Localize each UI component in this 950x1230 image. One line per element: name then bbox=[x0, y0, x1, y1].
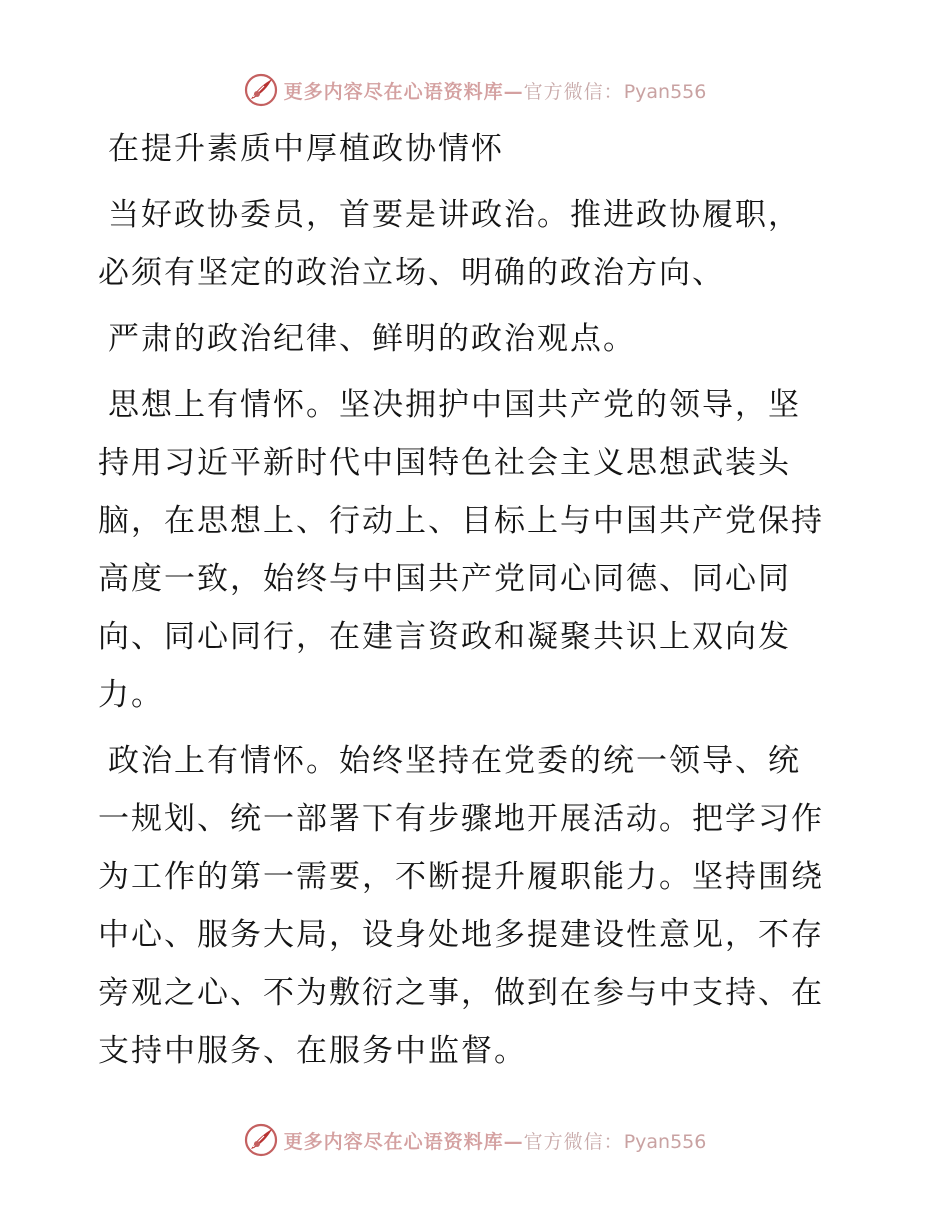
text-line: 一规划、统一部署下有步骤地开展活动。把学习作 bbox=[98, 801, 824, 837]
text-line: 持用习近平新时代中国特色社会主义思想武装头 bbox=[98, 445, 791, 481]
text-line: 政治上有情怀。始终坚持在党委的统一领导、统 bbox=[108, 743, 801, 779]
footer-watermark bbox=[0, 1118, 950, 1162]
header-watermark bbox=[0, 68, 950, 112]
document-body bbox=[98, 120, 858, 1080]
paragraph-3 bbox=[98, 376, 858, 724]
watermark-text: 更多内容尽在心语资料库—官方微信：Pyan556 bbox=[283, 80, 707, 103]
quill-logo-icon bbox=[244, 73, 278, 107]
text-line: 当好政协委员，首要是讲政治。推进政协履职， bbox=[108, 197, 801, 233]
paragraph-4 bbox=[98, 732, 858, 1080]
text-line: 严肃的政治纪律、鲜明的政治观点。 bbox=[108, 321, 636, 357]
text-line: 为工作的第一需要，不断提升履职能力。坚持围绕 bbox=[98, 859, 824, 895]
text-line: 支持中服务、在服务中监督。 bbox=[98, 1033, 527, 1069]
text-line: 旁观之心、不为敷衍之事，做到在参与中支持、在 bbox=[98, 975, 824, 1011]
text-line: 力。 bbox=[98, 677, 164, 713]
text-line: 向、同心同行，在建言资政和凝聚共识上双向发 bbox=[98, 619, 791, 655]
text-line: 必须有坚定的政治立场、明确的政治方向、 bbox=[98, 255, 725, 291]
text-line: 中心、服务大局，设身处地多提建设性意见，不存 bbox=[98, 917, 824, 953]
document-title: 在提升素质中厚植政协情怀 bbox=[108, 131, 504, 167]
text-line: 思想上有情怀。坚决拥护中国共产党的领导，坚 bbox=[108, 387, 801, 423]
paragraph-2 bbox=[98, 310, 858, 368]
watermark-text: 更多内容尽在心语资料库—官方微信：Pyan556 bbox=[283, 1130, 707, 1153]
text-line: 高度一致，始终与中国共产党同心同德、同心同 bbox=[98, 561, 791, 597]
quill-logo-icon bbox=[244, 1123, 278, 1157]
text-line: 脑，在思想上、行动上、目标上与中国共产党保持 bbox=[98, 503, 824, 539]
paragraph-1 bbox=[98, 186, 858, 302]
